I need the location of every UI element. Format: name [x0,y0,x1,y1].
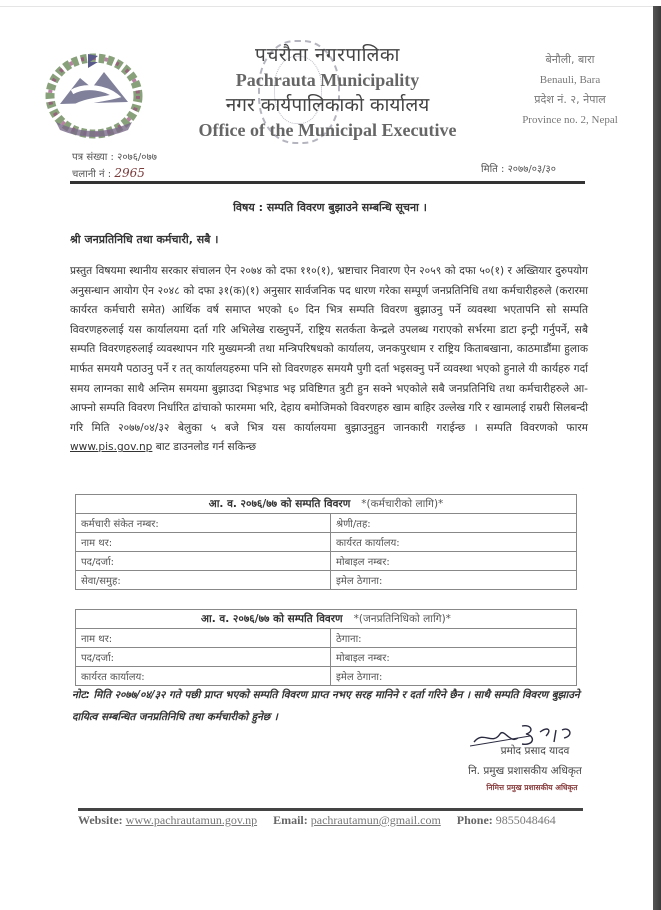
table-title-note: *(जनप्रतिनिधिको लागि)* [353,613,451,625]
table-title-text: आ. व. २०७६/७७ को सम्पति विवरण [208,498,351,510]
website-label: Website: [78,813,123,827]
address-np: बेनौली, बारा [545,53,595,66]
representative-asset-form-table [75,609,577,686]
dispatch-label: चलानी नं : [72,169,112,180]
phone-label: Phone: [456,813,493,827]
body-text-end: बाट डाउनलोड गर्न सकिन्छ [155,441,257,454]
body-text: प्रस्तुत विषयमा स्थानीय सरकार संचालन ऐन २०७४ को दफा ११०(१), भ्रष्टाचार निवारण ऐन २०५९ को दफा ५०(१) र अख्तियार दुरुपयोग अनुसन्धान आयोग ऐन २०४८ को दफा ३१(क)(१) अनुसार सार्वजनिक पद धारण गरेका सम्पूर्ण जनप्रतिनिधि तथा कर्मचारीहरुले (करारमा कार्यरत कर्मचारी समेत) आर्थिक वर्ष समाप्त भएको ६० दिन भित्र सम्पति विवरण बुझाउनु पर्ने व्यवस्था भएतापनि सो सम्पति विवरणहरुलाई यस कार्यालयमा दर्ता गरि अभिलेख राख्नुपर्ने, राष्ट्रिय सतर्कता केन्द्रले उपलब्ध गराएको सर्भरमा डाटा इन्ट्री गर्नुपर्ने, सबै सम्पति विवरणहरुलाई व्यवस्थापन गरि मुख्यमन्त्री तथा मन्त्रिपरिषधको कार्यालय, जनकपुरधाम र राष्ट्रिय किताबखाना, काठमाडौंमा हुलाक मार्फत समयमै पठाउनु पर्ने र तत् कार्यालयहरुमा पनि सो विवरणहरु समयमै पुगी दर्ता भइसक्नु पर्ने व्यवस्था भएको हुनाले यी कार्यहरु गर्दा समय लाग्नका साथै अन्तिम समयमा बुझाउदा भिड़भाड भइ प्रविष्टिगत त्रुटी हुन सक्ने भएकोले सबै जनप्रतिनिधि तथा कर्मचारीहरुले आ-आफ्नो सम्पति विवरण निर्धारित ढांचाको फारममा भरि, देहाय बमोजिमको विवरणहरु खाम बाहिर उल्लेख गरि र खामलाई राम्ररी सिलबन्दी गरि मिति २०७७/०४/३२ बेलुका ५ बजे भित्र यस कार्यालयमा बुझाउनुहुन जानकारी गराईन्छ । सम्पति विवरणको फारम [70,265,588,434]
letter-date [481,161,556,175]
reference-label: पत्र संख्या : [72,152,114,163]
field-label: इमेल ठेगाना: [331,667,577,686]
table-title-text: आ. व. २०७६/७७ को सम्पति विवरण [201,613,343,625]
table-row [76,648,577,667]
field-label: पद/दर्जा: [76,648,331,667]
footer-contact [78,813,588,828]
letterhead-title [195,42,460,142]
office-name-np: नगर कार्यपालिकाको कार्यालय [225,94,430,116]
date-value: २०७७/०३/३० [507,164,556,175]
field-label: मोबाइल नम्बर: [331,648,577,667]
scan-right-edge [653,6,661,910]
address-en: Benauli, Bara [539,74,601,86]
office-name-en: Office of the Municipal Executive [198,120,457,140]
table-row [76,533,577,552]
staff-asset-form-table [75,494,577,590]
signatory-stamp: निमित्त प्रमुख प्रशासकीय अधिकृत [486,783,578,792]
note-text: नोट: मिति २०७७/०४/३२ गते पछी प्राप्त भएको सम्पति विवरण प्राप्त नभए सरह मानिने र दर्ता गरिने छैन । साथै सम्पति विवरण बुझाउने दायित्व सम्बन्धित जनप्रतिनिधि तथा कर्मचारीको हुनेछ । [72,689,580,723]
table-row [76,571,577,590]
field-label: सेवा/समुह: [76,571,331,590]
pis-website-link[interactable]: www.pis.gov.np [70,441,153,454]
municipality-name-en: Pachrauta Municipality [235,70,420,90]
header-divider [70,181,585,184]
field-label: श्रेणी/तह: [331,514,577,533]
body-paragraph [70,262,588,458]
website-link[interactable]: www.pachrautamun.gov.np [125,813,258,827]
field-label: नाम थर: [76,629,331,648]
dispatch-number [72,166,145,180]
email-link[interactable]: pachrautamun@gmail.com [310,813,441,827]
field-label: इमेल ठेगाना: [331,571,577,590]
reference-value: २०७६/०७७ [117,152,157,163]
dispatch-value: 2965 [114,166,145,180]
field-label: नाम थर: [76,533,331,552]
field-label: ठेगाना: [331,629,577,648]
letterhead-address [500,50,640,130]
email-label: Email: [273,813,308,827]
field-label: मोबाइल नम्बर: [331,552,577,571]
field-label: कार्यरत कार्यालय: [331,533,577,552]
table-title-note: *(कर्मचारीको लागि)* [361,498,444,510]
scan-top-edge [0,6,653,7]
table-row [76,514,577,533]
table-row [76,552,577,571]
reference-number [72,149,157,163]
province-en: Province no. 2, Nepal [522,114,618,126]
field-label: पद/दर्जा: [76,552,331,571]
table-title [76,610,577,629]
subject-line: विषय : सम्पति विवरण बुझाउने सम्बन्धि सूचना । [233,201,427,214]
municipality-name-np: पचरौता नगरपालिका [255,44,400,66]
province-np: प्रदेश नं. २, नेपाल [534,93,606,106]
field-label: कर्मचारी संकेत नम्बर: [76,514,331,533]
footer-divider [78,808,583,811]
field-label: कार्यरत कार्यालय: [76,667,331,686]
table-row [76,629,577,648]
table-title [76,495,577,514]
salutation: श्री जनप्रतिनिधि तथा कर्मचारी, सबै । [70,233,219,246]
signatory-name: प्रमोद प्रसाद यादव [500,745,570,757]
phone-number: 9855048464 [495,813,556,827]
nepal-emblem-icon [42,48,146,140]
signatory-title: नि. प्रमुख प्रशासकीय अधिकृत [468,765,582,777]
table-header-row [76,610,577,629]
table-header-row [76,495,577,514]
date-label: मिति : [481,164,505,175]
table-row [76,667,577,686]
